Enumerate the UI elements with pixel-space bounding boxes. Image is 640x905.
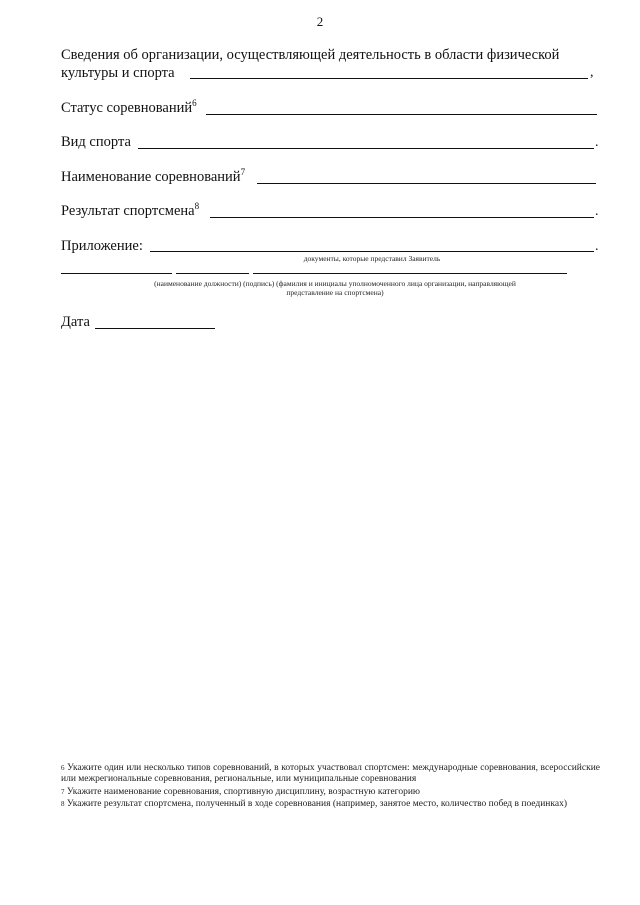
- sport-label: Вид спорта: [61, 134, 131, 150]
- footnote-ref-7: 7: [240, 167, 246, 178]
- result-label: Результат спортсмена$^8$: [61, 201, 200, 219]
- page-number: 2: [316, 14, 324, 29]
- signature-caption-line1: (наименование должности) (подпись) (фамилия и инициалы уполномоченного лица организации, направляющей: [154, 279, 516, 288]
- sport-input-line[interactable]: [138, 148, 594, 149]
- footnote-7: 7 Укажите наименование соревнования, спортивную дисциплину, возрастную категорию: [61, 787, 421, 797]
- org-input-line[interactable]: [190, 78, 588, 79]
- result-line-end: .: [595, 204, 599, 219]
- attachment-input-line[interactable]: [150, 251, 594, 252]
- footnote-8: 8 Укажите результат спортсмена, полученный в ходе соревнования (например, занятое место, количество побед в поединках): [61, 799, 567, 809]
- footnote-ref-8: 8: [194, 201, 200, 212]
- competition-name-label: Наименование соревнований$^7$: [61, 167, 246, 185]
- position-input-line[interactable]: [61, 273, 172, 274]
- competition-name-input-line[interactable]: [257, 183, 596, 184]
- attachment-line-end: .: [595, 239, 599, 254]
- org-label-line2: культуры и спорта: [61, 65, 175, 81]
- signature-caption-line2: представление на спортсмена): [286, 288, 384, 297]
- attachment-label: Приложение:: [61, 238, 143, 254]
- footnote-6: 6 Укажите один или несколько типов соревнований, в которых участвовал спортсмен: международные соревнования, всероссийские или межрегиональные соревнования, региональные, или муниципальные соревнования: [61, 763, 600, 784]
- status-input-line[interactable]: [206, 114, 597, 115]
- signature-input-line[interactable]: [176, 273, 249, 274]
- org-line-end: ,: [590, 65, 594, 80]
- date-input-line[interactable]: [95, 328, 215, 329]
- authorized-person-input-line[interactable]: [253, 273, 567, 274]
- result-input-line[interactable]: [210, 217, 594, 218]
- org-label-line1: Сведения об организации, осуществляющей деятельность в области физической: [61, 47, 560, 63]
- sport-line-end: .: [595, 135, 599, 150]
- footnote-ref-6: 6: [192, 98, 197, 109]
- attachment-caption: документы, которые представил Заявитель: [303, 254, 441, 263]
- status-label: Статус соревнований$^6$: [61, 98, 197, 116]
- date-label: Дата: [61, 314, 90, 330]
